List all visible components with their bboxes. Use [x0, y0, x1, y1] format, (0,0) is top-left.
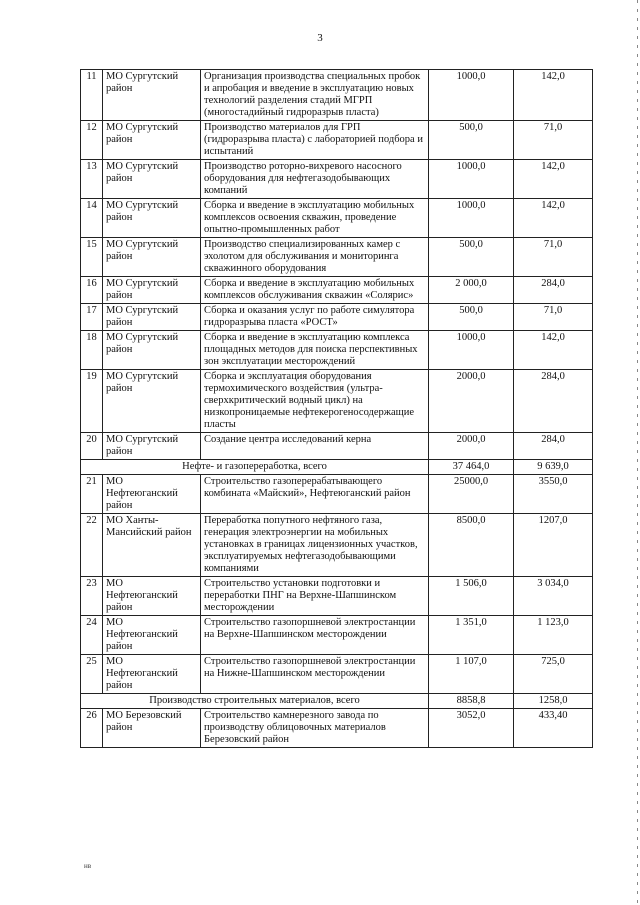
- table-row: [81, 238, 593, 277]
- table-row: [81, 433, 593, 460]
- value1-cell: 1000,0: [429, 199, 514, 238]
- row-number: 26: [81, 709, 103, 748]
- value2-cell: 142,0: [514, 331, 593, 370]
- table-row: [81, 199, 593, 238]
- district-cell: МО Нефтеюганский район: [103, 577, 201, 616]
- row-number: 16: [81, 277, 103, 304]
- value1-cell: 25000,0: [429, 475, 514, 514]
- district-cell: МО Сургутский район: [103, 331, 201, 370]
- row-number: 18: [81, 331, 103, 370]
- row-number: 14: [81, 199, 103, 238]
- district-cell: МО Сургутский район: [103, 70, 201, 121]
- table-row: [81, 655, 593, 694]
- district-cell: МО Ханты-Мансийский район: [103, 514, 201, 577]
- district-cell: МО Сургутский район: [103, 238, 201, 277]
- row-number: 24: [81, 616, 103, 655]
- value1-cell: 1 351,0: [429, 616, 514, 655]
- value2-cell: 3550,0: [514, 475, 593, 514]
- description-cell: Производство специализированных камер с эхолотом для обслуживания и мониторинга скважинного оборудования: [201, 238, 429, 277]
- value1-cell: 1000,0: [429, 70, 514, 121]
- description-cell: Производство материалов для ГРП (гидроразрыва пласта) с лабораторией подбора и испытаний: [201, 121, 429, 160]
- value1-cell: 3052,0: [429, 709, 514, 748]
- value2-cell: 1207,0: [514, 514, 593, 577]
- table-row: [81, 277, 593, 304]
- value2-cell: 725,0: [514, 655, 593, 694]
- value1-cell: 1 506,0: [429, 577, 514, 616]
- value2-cell: 1 123,0: [514, 616, 593, 655]
- table-row: [81, 370, 593, 433]
- district-cell: МО Нефтеюганский район: [103, 475, 201, 514]
- description-cell: Сборка и оказания услуг по работе симулятора гидроразрыва пласта «РОСТ»: [201, 304, 429, 331]
- value1-cell: 500,0: [429, 304, 514, 331]
- table-row: [81, 577, 593, 616]
- section-value2: 9 639,0: [514, 460, 593, 475]
- value2-cell: 3 034,0: [514, 577, 593, 616]
- description-cell: Создание центра исследований керна: [201, 433, 429, 460]
- value2-cell: 142,0: [514, 70, 593, 121]
- value2-cell: 284,0: [514, 433, 593, 460]
- district-cell: МО Нефтеюганский район: [103, 655, 201, 694]
- section-title: Нефте- и газопереработка, всего: [81, 460, 429, 475]
- district-cell: МО Нефтеюганский район: [103, 616, 201, 655]
- value2-cell: 142,0: [514, 199, 593, 238]
- row-number: 21: [81, 475, 103, 514]
- footer-mark: нв: [84, 862, 92, 870]
- section-row: [81, 460, 593, 475]
- projects-table: [80, 69, 593, 748]
- district-cell: МО Сургутский район: [103, 433, 201, 460]
- section-value1: 37 464,0: [429, 460, 514, 475]
- page-number: 3: [317, 32, 323, 44]
- row-number: 11: [81, 70, 103, 121]
- district-cell: МО Березовский район: [103, 709, 201, 748]
- district-cell: МО Сургутский район: [103, 121, 201, 160]
- value1-cell: 2000,0: [429, 370, 514, 433]
- description-cell: Сборка и введение в эксплуатацию мобильных комплексов обслуживания скважин «Солярис»: [201, 277, 429, 304]
- value2-cell: 142,0: [514, 160, 593, 199]
- district-cell: МО Сургутский район: [103, 277, 201, 304]
- row-number: 20: [81, 433, 103, 460]
- description-cell: Сборка и введение в эксплуатацию комплекса площадных методов для поиска перспективных зон эксплуатации месторождений: [201, 331, 429, 370]
- value2-cell: 71,0: [514, 238, 593, 277]
- value1-cell: 500,0: [429, 238, 514, 277]
- description-cell: Организация производства специальных пробок и апробация и введение в эксплуатацию новых технологий разделения стадий МГРП (многостадийный гидроразрыв пласта): [201, 70, 429, 121]
- value1-cell: 2 000,0: [429, 277, 514, 304]
- value1-cell: 1 107,0: [429, 655, 514, 694]
- table-row: [81, 709, 593, 748]
- row-number: 25: [81, 655, 103, 694]
- table-row: [81, 160, 593, 199]
- section-row: [81, 694, 593, 709]
- district-cell: МО Сургутский район: [103, 160, 201, 199]
- table-row: [81, 304, 593, 331]
- description-cell: Сборка и введение в эксплуатацию мобильных комплексов освоения скважин, проведение опытно-промышленных работ: [201, 199, 429, 238]
- table-row: [81, 121, 593, 160]
- section-value1: 8858,8: [429, 694, 514, 709]
- description-cell: Строительство газопоршневой электростанции на Нижне-Шапшинском месторождении: [201, 655, 429, 694]
- description-cell: Производство роторно-вихревого насосного оборудования для нефтегазодобывающих компаний: [201, 160, 429, 199]
- section-title: Производство строительных материалов, всего: [81, 694, 429, 709]
- row-number: 23: [81, 577, 103, 616]
- value1-cell: 1000,0: [429, 160, 514, 199]
- district-cell: МО Сургутский район: [103, 304, 201, 331]
- description-cell: Строительство камнерезного завода по производству облицовочных материалов Березовский район: [201, 709, 429, 748]
- table-row: [81, 331, 593, 370]
- description-cell: Переработка попутного нефтяного газа, генерация электроэнергии на мобильных установках в границах лицензионных участков, эксплуатируемых нефтегазодобывающими компаниями: [201, 514, 429, 577]
- value2-cell: 284,0: [514, 370, 593, 433]
- value2-cell: 71,0: [514, 121, 593, 160]
- description-cell: Строительство газопоршневой электростанции на Верхне-Шапшинском месторождении: [201, 616, 429, 655]
- row-number: 13: [81, 160, 103, 199]
- value1-cell: 1000,0: [429, 331, 514, 370]
- value2-cell: 71,0: [514, 304, 593, 331]
- row-number: 17: [81, 304, 103, 331]
- table-row: [81, 70, 593, 121]
- description-cell: Строительство установки подготовки и переработки ПНГ на Верхне-Шапшинском месторождении: [201, 577, 429, 616]
- district-cell: МО Сургутский район: [103, 370, 201, 433]
- district-cell: МО Сургутский район: [103, 199, 201, 238]
- value1-cell: 2000,0: [429, 433, 514, 460]
- table-row: [81, 475, 593, 514]
- row-number: 22: [81, 514, 103, 577]
- value2-cell: 433,40: [514, 709, 593, 748]
- value2-cell: 284,0: [514, 277, 593, 304]
- row-number: 15: [81, 238, 103, 277]
- scan-edge-decoration: [637, 0, 638, 905]
- section-value2: 1258,0: [514, 694, 593, 709]
- description-cell: Сборка и эксплуатация оборудования термохимического воздействия (ультра-сверхкритический водный цикл) на низкопроницаемые нефтекерогеносодержащие пласты: [201, 370, 429, 433]
- table-row: [81, 616, 593, 655]
- table-row: [81, 514, 593, 577]
- value1-cell: 500,0: [429, 121, 514, 160]
- row-number: 12: [81, 121, 103, 160]
- table-body: [81, 70, 593, 748]
- row-number: 19: [81, 370, 103, 433]
- description-cell: Строительство газоперерабатывающего комбината «Майский», Нефтеюганский район: [201, 475, 429, 514]
- value1-cell: 8500,0: [429, 514, 514, 577]
